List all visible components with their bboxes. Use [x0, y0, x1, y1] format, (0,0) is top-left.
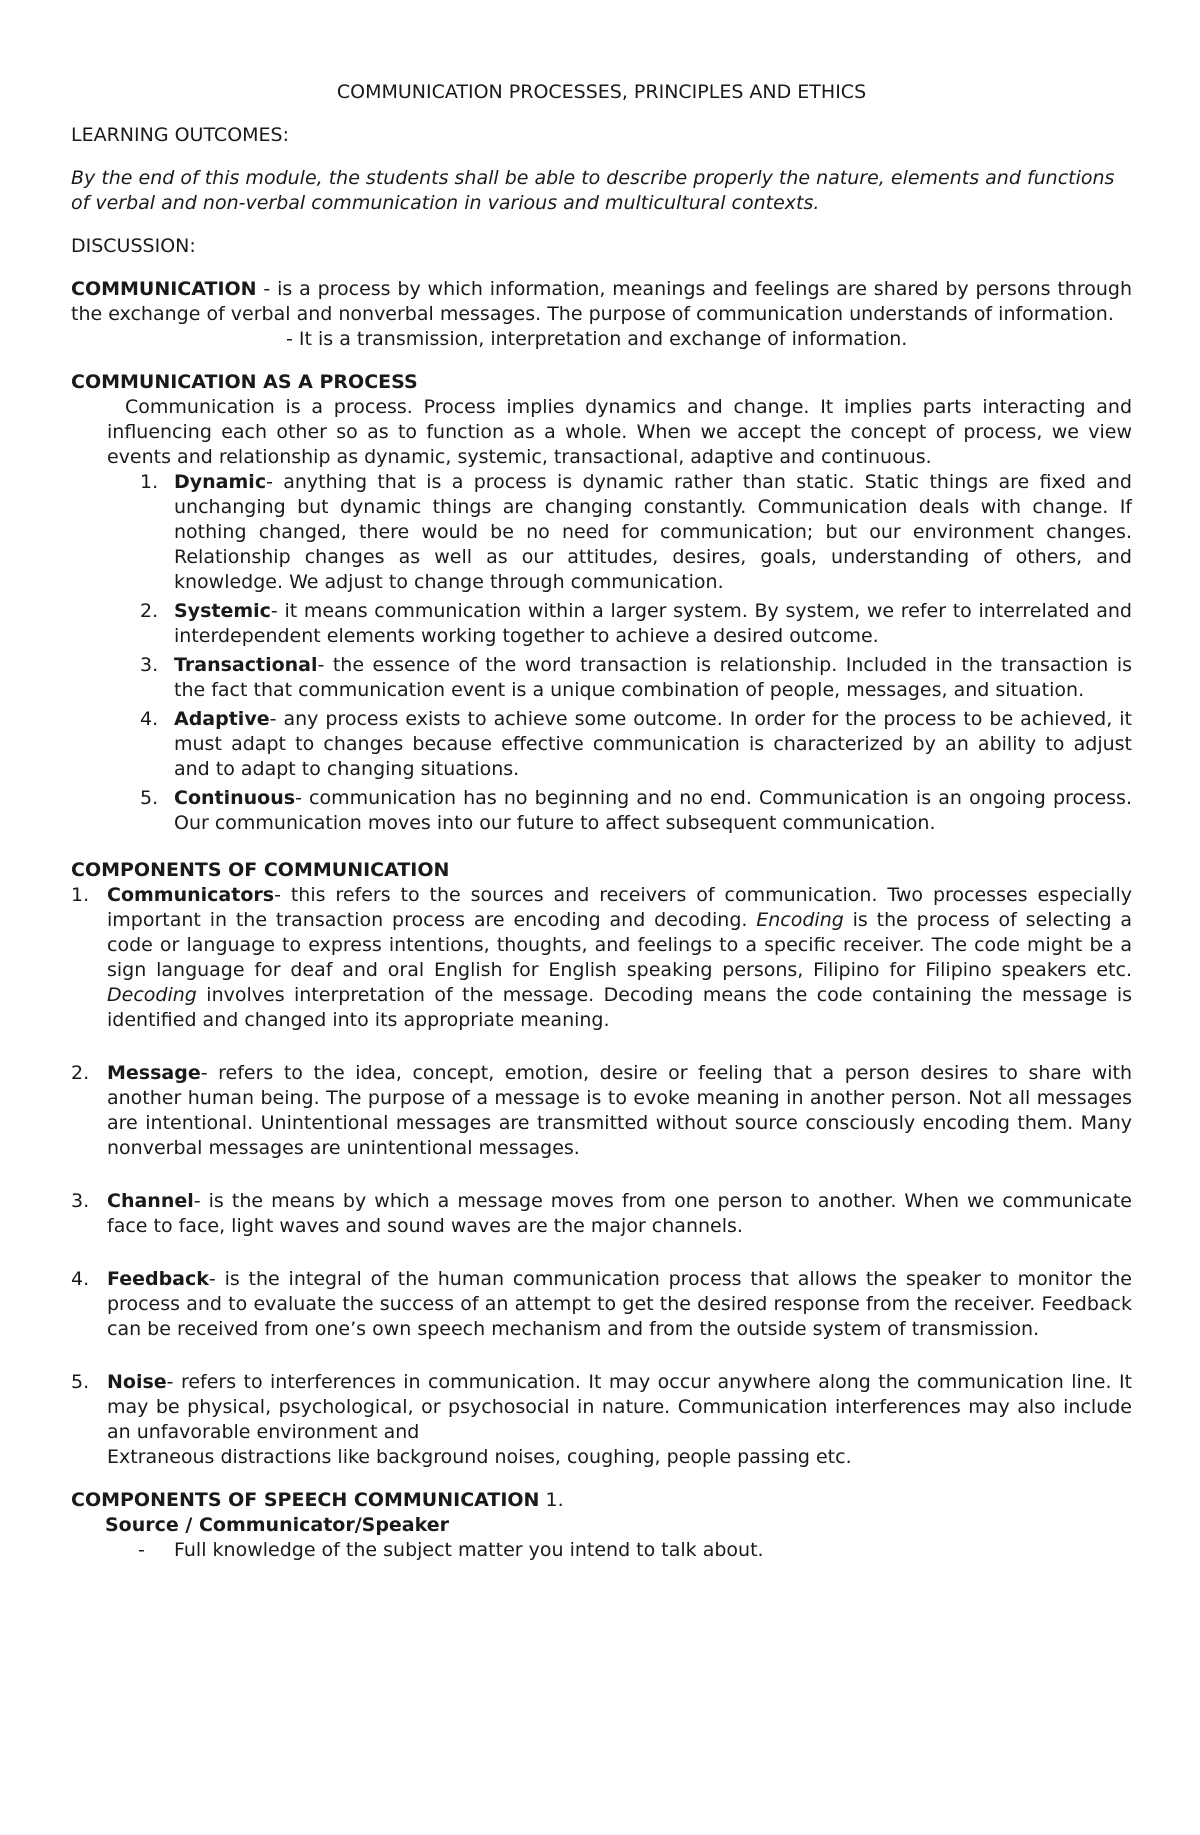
list-number: 4.	[140, 708, 159, 730]
process-intro: Communication is a process. Process implies dynamics and change. It implies parts interacting and influencing each other so as to function as a whole. When we accept the concept of process, we view events and relationship as dynamic, systemic, transactional, adaptive and continuous.	[107, 396, 1132, 468]
bullet-dash: -	[138, 1539, 145, 1561]
list-text: - it means communication within a larger system. By system, we refer to interrelated and interdependent elements working together to achieve a desired outcome.	[174, 600, 1132, 647]
speech-heading: COMPONENTS OF SPEECH COMMUNICATION	[71, 1489, 540, 1511]
list-item	[71, 786, 1132, 836]
list-number: 5.	[71, 1371, 90, 1393]
speech-number: 1.	[539, 1489, 564, 1511]
bullet-text: Full knowledge of the subject matter you intend to talk about.	[174, 1539, 764, 1561]
list-text: - refers to interferences in communication. It may occur anywhere along the communication line. It may be physical, psychological, or psychosocial in nature. Communication interferences may also include an unfavorable environment and	[107, 1371, 1132, 1443]
speech-bullet	[71, 1538, 1132, 1563]
speech-subheading: Source / Communicator/Speaker	[105, 1514, 450, 1536]
list-term: Message	[107, 1062, 201, 1084]
list-text: - anything that is a process is dynamic rather than static. Static things are fixed and unchanging but dynamic things are changing constantly. Communication deals with change. If nothing changed, there would be no need for communication; but our environment changes. Relationship changes as well as our attitudes, desires, goals, understanding of others, and knowledge. We adjust to change through communication.	[174, 471, 1132, 593]
list-item	[71, 470, 1132, 595]
list-number: 1.	[71, 884, 90, 906]
list-number: 3.	[71, 1190, 90, 1212]
list-term: Noise	[107, 1371, 167, 1393]
list-item	[71, 1061, 1132, 1161]
list-text: - any process exists to achieve some outcome. In order for the process to be achieved, it must adapt to changes because effective communication is characterized by an ability to adjust and to adapt to changing situations.	[174, 708, 1132, 780]
components-heading: COMPONENTS OF COMMUNICATION	[71, 859, 450, 881]
learning-outcomes-text: By the end of this module, the students shall be able to describe properly the nature, elements and functions of verbal and non-verbal communication in various and multicultural contexts.	[71, 167, 1115, 214]
list-text: involves interpretation of the message. Decoding means the code containing the message is identified and changed into its appropriate meaning.	[107, 984, 1132, 1031]
discussion-heading: DISCUSSION:	[71, 235, 196, 257]
list-text: is the process of selecting a code or language to express intentions, thoughts, and feelings to a specific receiver. The code might be a sign language for deaf and oral English for English speaking persons, Filipino for Filipino speakers etc.	[107, 909, 1132, 981]
communication-definition-text: - is a process by which information, meanings and feelings are shared by persons through the exchange of verbal and nonverbal messages. The purpose of communication understands of information.	[71, 278, 1132, 325]
list-term: Adaptive	[174, 708, 270, 730]
list-term: Communicators	[107, 884, 275, 906]
list-item	[71, 1370, 1132, 1470]
communication-definition	[71, 277, 1132, 327]
decoding-term: Decoding	[107, 984, 197, 1006]
list-text: - the essence of the word transaction is relationship. Included in the transaction is the fact that communication event is a unique combination of people, messages, and situation.	[174, 654, 1132, 701]
list-term: Continuous	[174, 787, 296, 809]
list-item	[71, 653, 1132, 703]
list-term: Systemic	[174, 600, 271, 622]
list-term: Channel	[107, 1190, 194, 1212]
process-list	[71, 470, 1132, 836]
document-page	[71, 80, 1132, 1563]
encoding-term: Encoding	[756, 909, 844, 931]
list-number: 1.	[140, 471, 159, 493]
list-number: 2.	[140, 600, 159, 622]
list-number: 3.	[140, 654, 159, 676]
speech-heading-row	[71, 1488, 1132, 1513]
list-item	[71, 883, 1132, 1033]
list-text-extra: Extraneous distractions like background noises, coughing, people passing etc.	[107, 1446, 852, 1468]
list-item	[71, 707, 1132, 782]
list-text: - communication has no beginning and no end. Communication is an ongoing process. Our communication moves into our future to affect subsequent communication.	[174, 787, 1132, 834]
list-number: 5.	[140, 787, 159, 809]
list-item	[71, 1267, 1132, 1342]
list-text: - is the integral of the human communication process that allows the speaker to monitor the process and to evaluate the success of an attempt to get the desired response from the receiver. Feedback can be received from one’s own speech mechanism and from the outside system of transmission.	[107, 1268, 1132, 1340]
list-term: Feedback	[107, 1268, 209, 1290]
list-item	[71, 599, 1132, 649]
list-number: 4.	[71, 1268, 90, 1290]
learning-outcomes-heading: LEARNING OUTCOMES:	[71, 124, 290, 146]
components-list	[71, 883, 1132, 1470]
communication-term: COMMUNICATION	[71, 278, 257, 300]
list-term: Dynamic	[174, 471, 267, 493]
page-title: COMMUNICATION PROCESSES, PRINCIPLES AND ETHICS	[336, 81, 867, 103]
communication-second-definition: - It is a transmission, interpretation and exchange of information.	[286, 328, 908, 350]
list-term: Transactional	[174, 654, 318, 676]
list-number: 2.	[71, 1062, 90, 1084]
list-item	[71, 1189, 1132, 1239]
list-text: - refers to the idea, concept, emotion, desire or feeling that a person desires to share with another human being. The purpose of a message is to evoke meaning in another person. Not all messages are intentional. Unintentional messages are transmitted without source consciously encoding them. Many nonverbal messages are unintentional messages.	[107, 1062, 1132, 1159]
process-heading: COMMUNICATION AS A PROCESS	[71, 371, 418, 393]
list-text: - this refers to the sources and receivers of communication. Two processes especially important in the transaction process are encoding and decoding.	[107, 884, 1132, 931]
list-text: - is the means by which a message moves from one person to another. When we communicate face to face, light waves and sound waves are the major channels.	[107, 1190, 1132, 1237]
